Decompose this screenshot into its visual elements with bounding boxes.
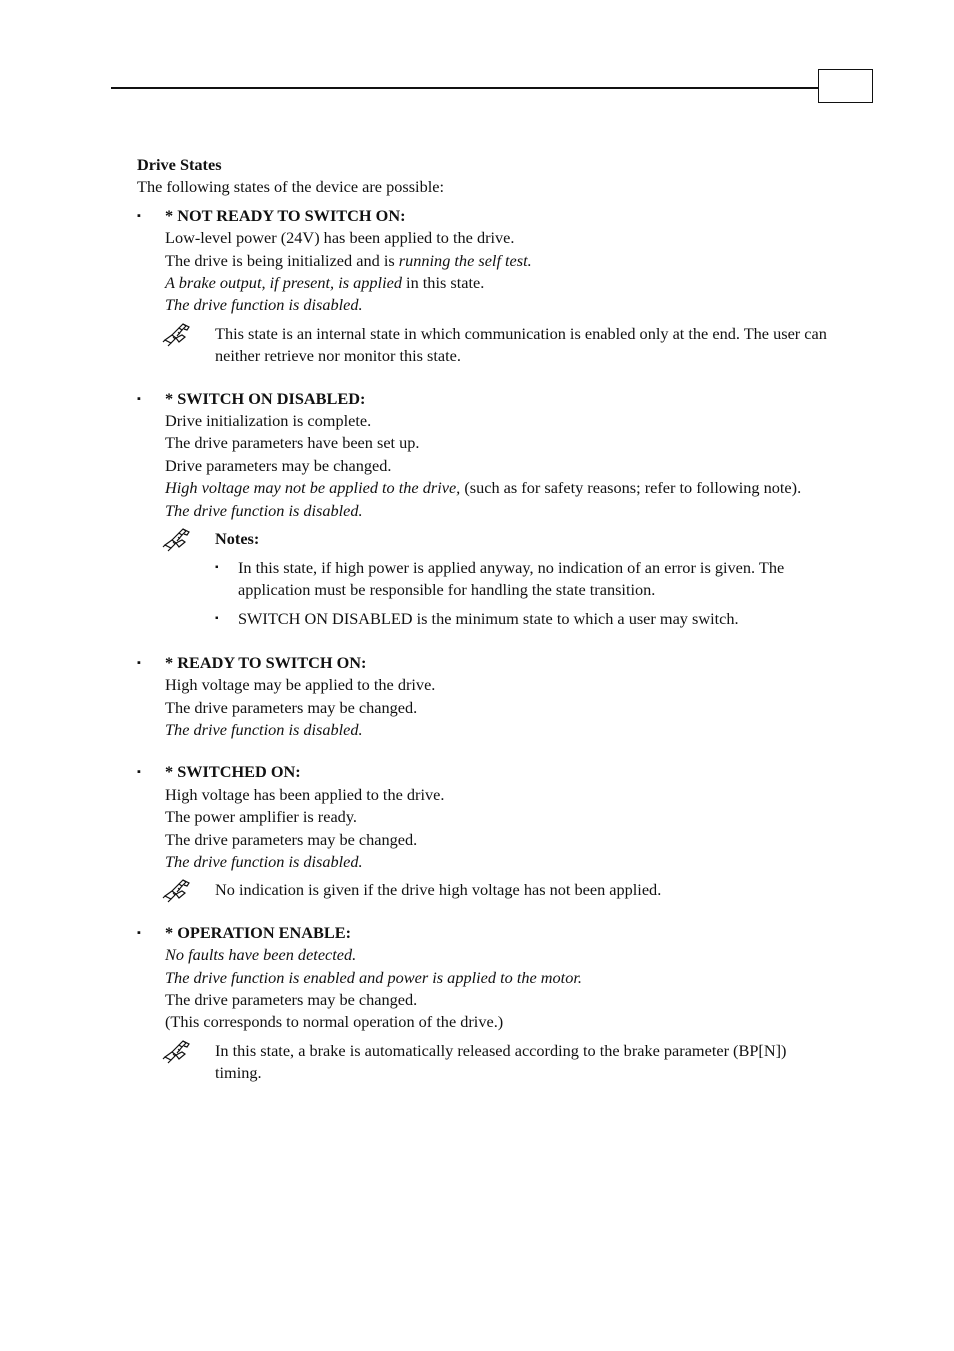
state-line: Drive parameters may be changed.: [165, 455, 392, 475]
state-line: High voltage has been applied to the drive.: [165, 784, 445, 804]
section-heading: Drive States: [137, 155, 222, 174]
notes-list-item: ▪ In this state, if high power is applied anyway, no indication of an error is given. The application must be responsible for handling the state transition.: [215, 557, 785, 599]
state-line: Low-level power (24V) has been applied to the drive.: [165, 228, 515, 248]
state-line: A brake output, if present, is applied in this state.: [165, 273, 485, 293]
note-text: In this state, a brake is automatically released according to the brake parameter (BP[N]) timing.: [215, 1040, 787, 1083]
bullet-marker: ▪: [137, 209, 141, 222]
state-line: The drive function is disabled.: [165, 851, 363, 871]
state-line: No faults have been detected.: [165, 945, 357, 965]
state-line: The drive function is disabled.: [165, 295, 363, 315]
notes-title: Notes:: [215, 529, 260, 549]
state-line: The power amplifier is ready.: [165, 807, 357, 827]
state-ready-to-switch-on: [137, 652, 827, 742]
state-title: * SWITCHED ON:: [165, 762, 301, 782]
state-switched-on: [137, 761, 827, 901]
note-hand-icon: [162, 1040, 192, 1066]
state-switch-on-disabled: [137, 388, 827, 631]
state-line: The drive parameters may be changed.: [165, 829, 418, 849]
notes-list: [215, 557, 827, 631]
state-title: * OPERATION ENABLE:: [165, 922, 352, 942]
state-line: The drive is being initialized and is running the self test.: [165, 250, 532, 270]
state-line: (This corresponds to normal operation of the drive.): [165, 1012, 504, 1032]
state-line: High voltage may not be applied to the drive, (such as for safety reasons; refer to following note).: [165, 478, 802, 498]
note-block: [165, 1040, 827, 1085]
bullet-marker: ▪: [137, 392, 141, 405]
notes-list-item: ▪ SWITCH ON DISABLED is the minimum state to which a user may switch.: [215, 609, 739, 629]
note-hand-icon: [162, 323, 192, 349]
note-block: [165, 323, 827, 368]
page-number-box: [818, 69, 873, 103]
state-line: The drive function is disabled.: [165, 500, 363, 520]
state-title: * READY TO SWITCH ON:: [165, 652, 367, 672]
bullet-marker: ▪: [137, 766, 141, 779]
state-not-ready-to-switch-on: [137, 205, 827, 368]
state-line: Drive initialization is complete.: [165, 411, 372, 431]
bullet-marker: ▪: [137, 656, 141, 669]
note-block: [165, 879, 827, 901]
note-hand-icon: [162, 528, 192, 554]
document-body: [137, 154, 827, 1085]
note-text: This state is an internal state in which communication is enabled only at the end. The user can neither retrieve nor monitor this state.: [215, 323, 827, 366]
state-line: The drive function is enabled and power is applied to the motor.: [165, 967, 582, 987]
header-rule: [111, 87, 818, 89]
state-line: The drive function is disabled.: [165, 719, 363, 739]
state-operation-enable: [137, 922, 827, 1085]
state-title: * NOT READY TO SWITCH ON:: [165, 205, 406, 225]
note-text: No indication is given if the drive high voltage has not been applied.: [215, 880, 662, 900]
state-line: The drive parameters may be changed.: [165, 697, 418, 717]
bullet-marker: ▪: [137, 926, 141, 939]
state-line: The drive parameters have been set up.: [165, 433, 420, 453]
note-hand-icon: [162, 879, 192, 905]
state-title: * SWITCH ON DISABLED:: [165, 388, 366, 408]
state-line: The drive parameters may be changed.: [165, 990, 418, 1009]
intro-text: The following states of the device are possible:: [137, 177, 444, 197]
state-line: High voltage may be applied to the drive.: [165, 675, 436, 695]
notes-block: [165, 528, 827, 631]
